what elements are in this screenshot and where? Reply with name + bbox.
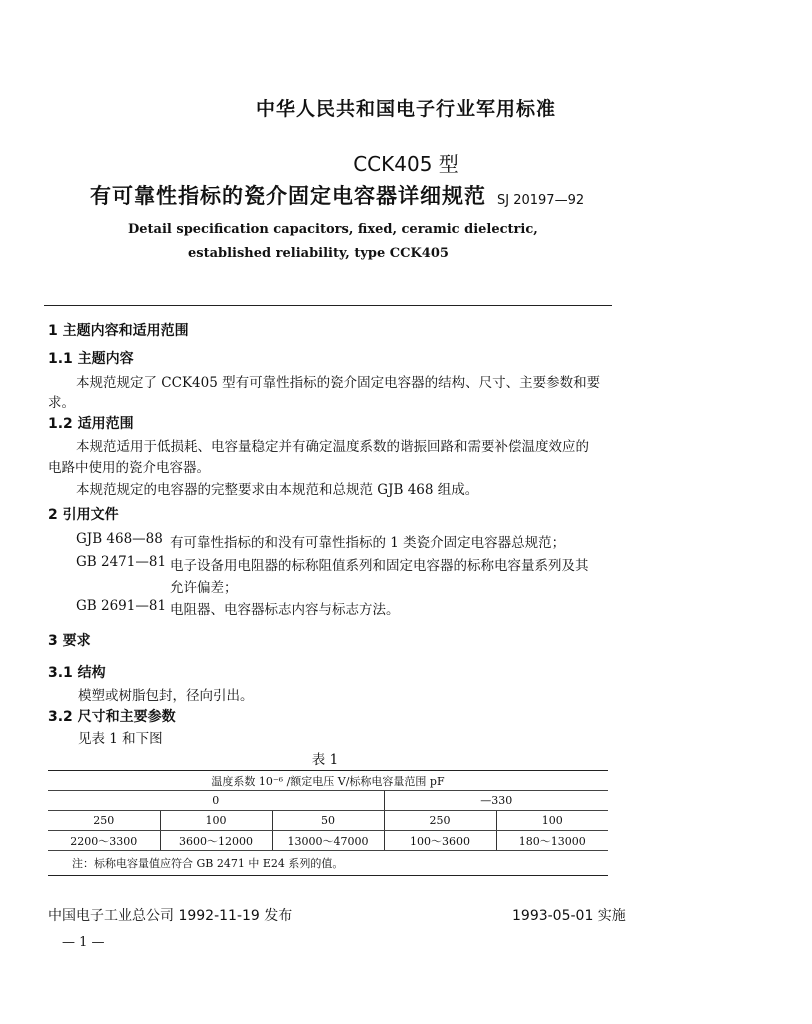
reference-code: GJB 468—88 <box>76 531 163 547</box>
table-caption: 表 1 <box>311 752 339 768</box>
section-1-2-paragraph-line1: 本规范适用于低损耗、电容量稳定并有确定温度系数的谐振回路和需要补偿温度效应的 <box>76 439 589 455</box>
voltage-cell: 100 <box>160 811 272 831</box>
reference-title: 电阻器、电容器标志内容与标志方法。 <box>170 602 400 618</box>
section-1-heading: 1 主题内容和适用范围 <box>48 323 189 339</box>
capacitance-range-cell: 2200～3300 <box>48 831 160 851</box>
section-3-2-heading: 3.2 尺寸和主要参数 <box>48 709 176 725</box>
capacitance-range-cell: 3600～12000 <box>160 831 272 851</box>
voltage-cell: 250 <box>48 811 160 831</box>
reference-title: 有可靠性指标的和没有可靠性指标的 1 类瓷介固定电容器总规范； <box>170 535 566 551</box>
section-3-1-heading: 3.1 结构 <box>48 665 106 681</box>
capacitance-range-cell: 100～3600 <box>384 831 496 851</box>
section-1-1-paragraph-line2: 求。 <box>48 395 75 411</box>
section-1-2-heading: 1.2 适用范围 <box>48 416 134 432</box>
standard-code: SJ 20197—92 <box>497 193 585 208</box>
capacitance-range-cell: 13000～47000 <box>272 831 384 851</box>
section-3-2-paragraph: 见表 1 和下图 <box>78 731 163 747</box>
table-note: 注：标称电容量值应符合 GB 2471 中 E24 系列的值。 <box>48 851 608 876</box>
header-divider <box>44 305 612 306</box>
effective-date: 1993-05-01 实施 <box>512 908 626 924</box>
capacitor-parameter-table <box>48 770 608 876</box>
section-1-1-paragraph-line1: 本规范规定了 CCK405 型有可靠性指标的瓷介固定电容器的结构、尺寸、主要参数和要 <box>76 375 601 391</box>
voltage-cell: 100 <box>496 811 608 831</box>
section-1-2-paragraph-line2: 电路中使用的瓷介电容器。 <box>48 460 210 476</box>
section-1-2-paragraph-line3: 本规范规定的电容器的完整要求由本规范和总规范 GJB 468 组成。 <box>76 482 479 498</box>
section-1-1-heading: 1.1 主题内容 <box>48 351 134 367</box>
voltage-cell: 250 <box>384 811 496 831</box>
issue-info: 中国电子工业总公司 1992-11-19 发布 <box>48 908 293 924</box>
page-number: — 1 — <box>62 935 105 950</box>
english-title-line2: established reliability, type CCK405 <box>188 246 449 261</box>
section-3-1-paragraph: 模塑或树脂包封，径向引出。 <box>78 688 254 704</box>
document-title: 有可靠性指标的瓷介固定电容器详细规范 <box>90 184 486 208</box>
section-2-heading: 2 引用文件 <box>48 507 119 523</box>
table-header-cell: 温度系数 10⁻⁶ /额定电压 V/标称电容量范围 pF <box>48 771 608 791</box>
reference-code: GB 2691—81 <box>76 598 167 614</box>
english-title-line1: Detail specification capacitors, fixed, ceramic dielectric, <box>128 222 538 237</box>
tc-cell: —330 <box>384 791 608 811</box>
section-3-heading: 3 要求 <box>48 633 91 649</box>
tc-cell: 0 <box>48 791 384 811</box>
standard-body-title: 中华人民共和国电子行业军用标准 <box>255 98 556 120</box>
reference-code: GB 2471—81 <box>76 554 167 570</box>
reference-title: 电子设备用电阻器的标称阻值系列和固定电容器的标称电容量系列及其 <box>170 558 589 574</box>
model-designation: CCK405 型 <box>353 152 459 176</box>
voltage-cell: 50 <box>272 811 384 831</box>
reference-title-continued: 允许偏差； <box>170 580 238 596</box>
capacitance-range-cell: 180～13000 <box>496 831 608 851</box>
